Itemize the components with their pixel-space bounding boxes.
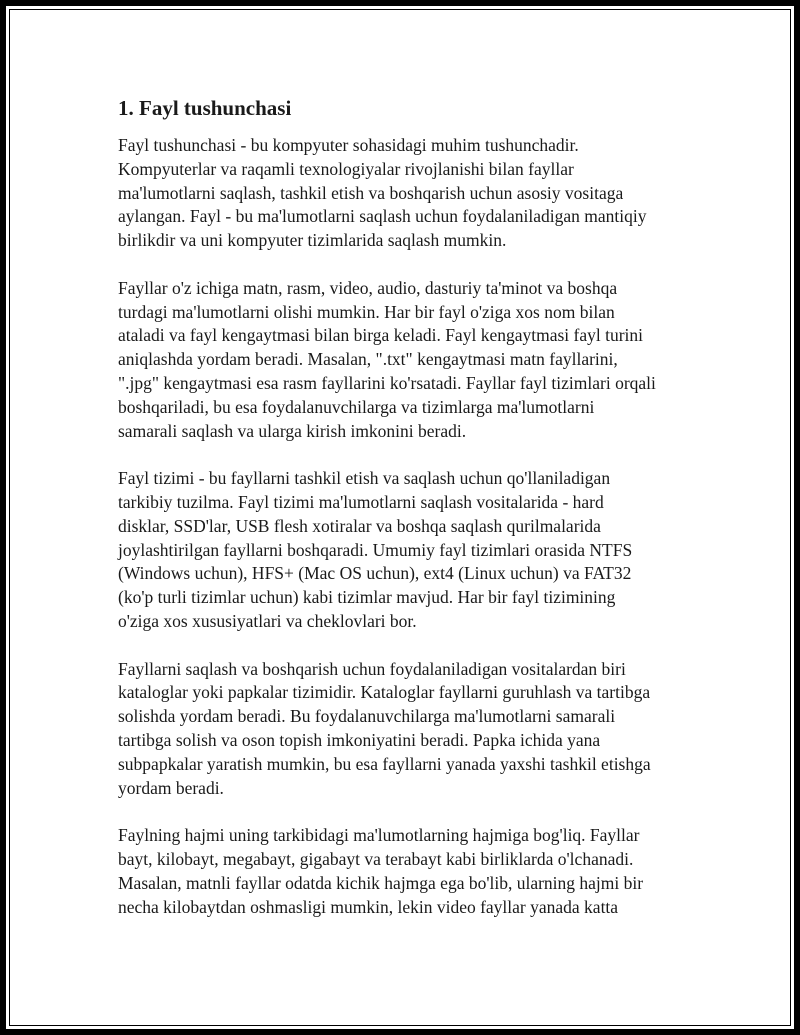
text-line: ".jpg" kengaytmasi esa rasm fayllarini ko'rsatadi. Fayllar fayl tizimlari orqali bbox=[118, 372, 656, 393]
text-line: yordam beradi. bbox=[118, 777, 224, 798]
text-line: Fayl tushunchasi - bu kompyuter sohasidagi muhim tushunchadir. bbox=[118, 135, 579, 155]
text-line: aniqlashda yordam beradi. Masalan, ".txt" kengaytmasi matn fayllarini, bbox=[118, 349, 618, 370]
text-line: subpapkalar yaratish mumkin, bu esa fayllarni yanada yaxshi tashkil etishga bbox=[118, 753, 651, 774]
paragraph bbox=[118, 277, 698, 444]
text-line: ataladi va fayl kengaytmasi bilan birga keladi. Fayl kengaytmasi fayl turini bbox=[118, 325, 644, 346]
text-line: Fayl tizimi - bu fayllarni tashkil etish va saqlash uchun qo'llaniladigan bbox=[118, 468, 611, 489]
text-line: Fayllar o'z ichiga matn, rasm, video, audio, dasturiy ta'minot va boshqa bbox=[118, 277, 618, 298]
paragraph bbox=[118, 658, 698, 801]
paragraph-list bbox=[118, 134, 698, 919]
text-line: (ko'p turli tizimlar uchun) kabi tizimlar mavjud. Har bir fayl tizimining bbox=[118, 587, 616, 608]
text-line: solishda yordam beradi. Bu foydalanuvchilarga ma'lumotlarni samarali bbox=[118, 706, 616, 727]
document-body bbox=[118, 96, 698, 943]
text-line: joylashtirilgan fayllarni boshqaradi. Umumiy fayl tizimlari orasida NTFS bbox=[118, 539, 633, 560]
text-line: turdagi ma'lumotlarni olishi mumkin. Har bir fayl o'ziga xos nom bilan bbox=[118, 301, 615, 322]
text-line: tartibga solish va oson topish imkoniyatini beradi. Papka ichida yana bbox=[118, 729, 601, 750]
text-line: boshqariladi, bu esa foydalanuvchilarga va tizimlarga ma'lumotlarni bbox=[118, 396, 595, 417]
text-line: aylangan. Fayl - bu ma'lumotlarni saqlash uchun foydalaniladigan mantiqiy bbox=[118, 206, 647, 227]
text-line: disklar, SSD'lar, USB flesh xotiralar va boshqa saqlash qurilmalarida bbox=[118, 515, 601, 536]
text-line: o'ziga xos xususiyatlari va cheklovlari bor. bbox=[118, 610, 417, 631]
text-line: tarkibiy tuzilma. Fayl tizimi ma'lumotlarni saqlash vositalarida - hard bbox=[118, 491, 604, 512]
paragraph bbox=[118, 467, 698, 634]
text-line: Kompyuterlar va raqamli texnologiyalar rivojlanishi bilan fayllar bbox=[118, 158, 574, 179]
text-line: samarali saqlash va ularga kirish imkonini beradi. bbox=[118, 420, 467, 441]
text-line: bayt, kilobayt, megabayt, gigabayt va terabayt kabi birliklarda o'lchanadi. bbox=[118, 848, 634, 869]
section-heading: 1. Fayl tushunchasi bbox=[118, 96, 292, 120]
paragraph bbox=[118, 824, 698, 919]
text-line: necha kilobaytdan oshmasligi mumkin, lekin video fayllar yanada katta bbox=[118, 896, 619, 917]
text-line: Fayllarni saqlash va boshqarish uchun foydalaniladigan vositalardan biri bbox=[118, 658, 626, 679]
text-line: (Windows uchun), HFS+ (Mac OS uchun), ext4 (Linux uchun) va FAT32 bbox=[118, 563, 632, 584]
text-line: ma'lumotlarni saqlash, tashkil etish va boshqarish uchun asosiy vositaga bbox=[118, 182, 624, 203]
text-line: Masalan, matnli fayllar odatda kichik hajmga ega bo'lib, ularning hajmi bir bbox=[118, 872, 644, 893]
text-line: birlikdir va uni kompyuter tizimlarida saqlash mumkin. bbox=[118, 230, 507, 251]
paragraph bbox=[118, 134, 698, 253]
text-line: kataloglar yoki papkalar tizimidir. Kataloglar fayllarni guruhlash va tartibga bbox=[118, 682, 651, 703]
text-line: Faylning hajmi uning tarkibidagi ma'lumotlarning hajmiga bog'liq. Fayllar bbox=[118, 825, 640, 846]
